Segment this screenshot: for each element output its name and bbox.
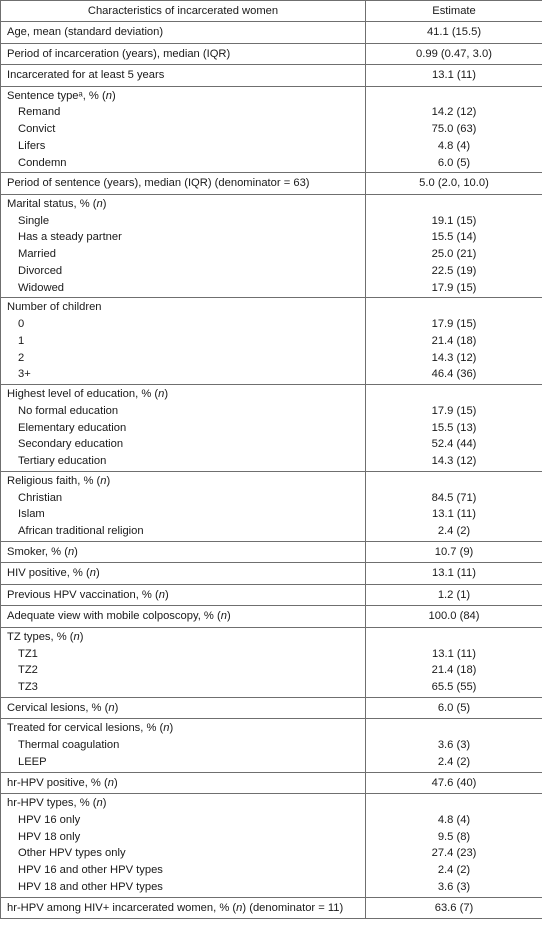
row-label: Period of incarceration (years), median (IQR): [7, 47, 231, 60]
row-label: Period of sentence (years), median (IQR) (denominator = 63): [7, 177, 310, 190]
category-label: Highest level of education, % (n): [7, 388, 169, 400]
subcategory-value: 9.5 (8): [437, 830, 471, 843]
estimate-cell: [366, 86, 542, 173]
subcategory-label: No formal education: [18, 404, 119, 417]
category-label: hr-HPV types, % (n): [7, 797, 107, 809]
row-value: 0.99 (0.47, 3.0): [416, 47, 492, 60]
table-row: [1, 43, 542, 65]
row-value: 63.6 (7): [434, 901, 474, 914]
estimate-cell: [366, 772, 542, 794]
estimate-cell: [366, 471, 542, 541]
row-value: 5.0 (2.0, 10.0): [419, 177, 489, 190]
characteristic-cell: [1, 86, 366, 173]
subcategory-label: Married: [18, 248, 56, 260]
subcategory-value: 2.4 (2): [437, 525, 471, 537]
subcategory-value: 4.8 (4): [437, 813, 471, 826]
subcategory-label: LEEP: [18, 755, 47, 768]
subcategory-value: 3.6 (3): [437, 739, 471, 751]
subcategory-value: 14.2 (12): [431, 106, 477, 119]
subcategory-label: Thermal coagulation: [18, 739, 120, 751]
subcategory-value: 25.0 (21): [431, 248, 477, 260]
subcategory-label: Elementary education: [18, 421, 127, 434]
characteristic-cell: [1, 697, 366, 719]
characteristic-cell: [1, 719, 366, 772]
row-value: 100.0 (84): [428, 610, 480, 623]
table-row: [1, 65, 542, 87]
category-label: Treated for cervical lesions, % (n): [7, 722, 174, 735]
subcategory-value: 17.9 (15): [431, 404, 477, 417]
subcategory-label: 0: [18, 318, 25, 330]
subcategory-label: Lifers: [18, 139, 46, 152]
subcategory-label: African traditional religion: [18, 525, 144, 537]
estimate-cell: [366, 194, 542, 298]
subcategory-label: Condemn: [18, 156, 67, 169]
subcategory-label: HPV 16 only: [18, 813, 81, 826]
subcategory-label: Islam: [18, 508, 45, 521]
row-value: 47.6 (40): [431, 776, 477, 789]
row-value: 1.2 (1): [437, 588, 471, 601]
subcategory-value: 14.3 (12): [431, 351, 477, 364]
category-label: Sentence typeᵃ, % (n): [7, 89, 116, 102]
row-label: Smoker, % (n): [7, 545, 78, 558]
subcategory-value: 13.1 (11): [432, 647, 476, 660]
subcategory-label: Christian: [18, 491, 63, 504]
row-label: Adequate view with mobile colposcopy, % (n): [7, 610, 231, 623]
table-row: [1, 697, 542, 719]
subcategory-label: Has a steady partner: [18, 231, 122, 244]
category-spacer: [366, 299, 542, 316]
subcategory-label: TZ1: [18, 647, 38, 660]
characteristic-cell: [1, 563, 366, 585]
row-label: hr-HPV among HIV+ incarcerated women, % (n) (denominator = 11): [7, 901, 344, 914]
subcategory-value: 2.4 (2): [437, 864, 471, 876]
estimate-cell: [366, 541, 542, 563]
subcategory-label: Widowed: [18, 281, 65, 294]
subcategory-label: HPV 16 and other HPV types: [18, 864, 163, 876]
category-label: TZ types, % (n): [7, 630, 84, 643]
subcategory-label: Convict: [18, 123, 56, 135]
estimate-cell: [366, 298, 542, 385]
characteristic-cell: [1, 471, 366, 541]
row-value: 41.1 (15.5): [426, 26, 482, 38]
subcategory-value: 3.6 (3): [437, 880, 471, 893]
table-row: [1, 794, 542, 898]
category-label: Number of children: [7, 301, 102, 314]
subcategory-value: 27.4 (23): [431, 847, 477, 860]
table-row: [1, 173, 542, 195]
subcategory-value: 6.0 (5): [437, 156, 471, 169]
row-value: 10.7 (9): [434, 545, 474, 558]
table-row: [1, 194, 542, 298]
subcategory-label: HPV 18 and other HPV types: [18, 880, 163, 893]
header-characteristics: Characteristics of incarcerated women: [1, 1, 366, 22]
characteristic-cell: [1, 584, 366, 606]
table-row: [1, 298, 542, 385]
subcategory-label: 3+: [18, 368, 31, 381]
subcategory-label: Single: [18, 214, 50, 227]
subcategory-value: 21.4 (18): [431, 664, 477, 677]
table-row: [1, 541, 542, 563]
subcategory-value: 46.4 (36): [431, 368, 477, 381]
table-header-row: [1, 1, 542, 22]
category-spacer: [366, 386, 542, 403]
subcategory-value: 84.5 (71): [431, 491, 477, 504]
estimate-cell: [366, 173, 542, 195]
row-value: 13.1 (11): [432, 69, 476, 81]
table-row: [1, 563, 542, 585]
subcategory-value: 17.9 (15): [431, 318, 477, 330]
table-row: [1, 606, 542, 628]
subcategory-value: 4.8 (4): [437, 139, 471, 152]
subcategory-value: 15.5 (13): [431, 421, 477, 434]
characteristic-cell: [1, 385, 366, 472]
characteristic-cell: [1, 897, 366, 919]
table-row: [1, 385, 542, 472]
row-label: Cervical lesions, % (n): [7, 701, 119, 714]
estimate-cell: [366, 719, 542, 772]
subcategory-value: 22.5 (19): [431, 264, 477, 277]
category-label: Religious faith, % (n): [7, 474, 111, 487]
characteristic-cell: [1, 194, 366, 298]
estimate-cell: [366, 43, 542, 65]
row-label: Previous HPV vaccination, % (n): [7, 588, 169, 601]
category-spacer: [366, 196, 542, 213]
table-row: [1, 22, 542, 44]
subcategory-value: 75.0 (63): [431, 123, 477, 135]
characteristic-cell: [1, 794, 366, 898]
subcategory-label: Tertiary education: [18, 455, 107, 467]
table-body: [1, 22, 542, 919]
row-label: hr-HPV positive, % (n): [7, 776, 118, 789]
subcategory-label: Other HPV types only: [18, 847, 126, 860]
header-estimate: Estimate: [366, 1, 542, 22]
category-spacer: [366, 795, 542, 812]
estimate-cell: [366, 897, 542, 919]
estimate-cell: [366, 794, 542, 898]
subcategory-value: 13.1 (11): [432, 508, 476, 521]
characteristic-cell: [1, 298, 366, 385]
row-label: HIV positive, % (n): [7, 567, 100, 580]
subcategory-label: HPV 18 only: [18, 830, 81, 843]
subcategory-label: 2: [18, 351, 25, 364]
subcategory-value: 52.4 (44): [431, 438, 477, 451]
table-row: [1, 584, 542, 606]
subcategory-label: TZ2: [18, 664, 38, 677]
category-label: Marital status, % (n): [7, 197, 107, 210]
subcategory-value: 14.3 (12): [431, 455, 477, 467]
table-row: [1, 897, 542, 919]
characteristic-cell: [1, 43, 366, 65]
subcategory-value: 17.9 (15): [431, 281, 477, 294]
subcategory-value: 19.1 (15): [431, 214, 477, 227]
category-spacer: [366, 88, 542, 105]
estimate-cell: [366, 627, 542, 697]
characteristic-cell: [1, 65, 366, 87]
table-row: [1, 719, 542, 772]
estimate-cell: [366, 606, 542, 628]
row-value: 13.1 (11): [432, 567, 476, 580]
subcategory-value: 65.5 (55): [431, 681, 477, 693]
characteristic-cell: [1, 541, 366, 563]
characteristic-cell: [1, 22, 366, 44]
estimate-cell: [366, 22, 542, 44]
category-spacer: [366, 629, 542, 646]
row-value: 6.0 (5): [437, 701, 471, 714]
category-spacer: [366, 720, 542, 737]
estimate-cell: [366, 697, 542, 719]
row-label: Incarcerated for at least 5 years: [7, 69, 165, 81]
row-label: Age, mean (standard deviation): [7, 26, 164, 38]
characteristic-cell: [1, 606, 366, 628]
characteristic-cell: [1, 627, 366, 697]
characteristic-cell: [1, 772, 366, 794]
estimate-cell: [366, 65, 542, 87]
subcategory-value: 2.4 (2): [437, 755, 471, 768]
subcategory-label: Remand: [18, 106, 61, 119]
table-row: [1, 627, 542, 697]
subcategory-label: Secondary education: [18, 438, 124, 451]
table-row: [1, 772, 542, 794]
estimate-cell: [366, 584, 542, 606]
estimate-cell: [366, 385, 542, 472]
subcategory-label: Divorced: [18, 264, 63, 277]
characteristic-cell: [1, 173, 366, 195]
category-spacer: [366, 473, 542, 490]
subcategory-value: 21.4 (18): [431, 334, 477, 347]
subcategory-label: TZ3: [18, 681, 38, 693]
subcategory-value: 15.5 (14): [431, 231, 477, 244]
subcategory-label: 1: [18, 334, 25, 347]
estimate-cell: [366, 563, 542, 585]
table-row: [1, 86, 542, 173]
table-row: [1, 471, 542, 541]
